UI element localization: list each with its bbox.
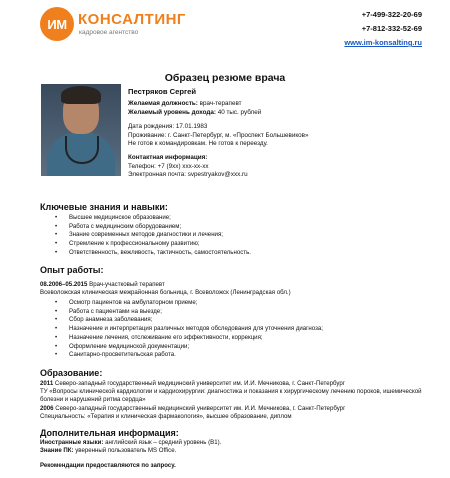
phone-moscow: +7-499-322-20-69: [361, 10, 422, 19]
education-specialty-2: Специальность: «Терапия и клиническая фармакология», высшее образование, диплом: [40, 412, 292, 420]
logo-mark: ИМ: [40, 7, 74, 41]
list-item: • Оформление медицинской документации;: [55, 343, 323, 352]
logo-name: КОНСАЛТИНГ: [78, 11, 186, 28]
list-item: • Назначение лечения, отслеживание его эффективности, коррекция;: [55, 334, 323, 343]
list-item: • Назначение и интерпретация различных методов обследования для уточнения диагноза;: [55, 325, 323, 334]
contact-email: Электронная почта: svpestryakov@xxx.ru: [128, 171, 248, 179]
duties-list: [55, 299, 323, 360]
experience-job: [40, 281, 425, 297]
employer: Всеволожская клиническая межрайонная больница, г. Всеволожск (Ленинградская обл.): [40, 289, 291, 297]
additional-details: [40, 439, 425, 471]
references-note: Рекомендации предоставляются по запросу.: [40, 462, 176, 470]
skills-heading: Ключевые знания и навыки:: [40, 202, 168, 212]
education-course-1: ТУ «Вопросы клинической кардиологии и кардиохирургии: диагностика и показания к хирургическому лечению пороков, ишемической болезни и нарушений ритма сердца»: [40, 388, 422, 404]
website-link[interactable]: www.im-konsalting.ru: [344, 38, 422, 47]
list-item: • Ответственность, вежливость, тактичность, самостоятельность.: [55, 249, 251, 258]
contact-phone: Телефон: +7 (9xx) xxx-xx-xx: [128, 162, 209, 170]
profile-info: [128, 88, 428, 180]
desired-position: Желаемая должность: врач-терапевт: [128, 100, 242, 108]
job-title: 08.2006–05.2015 Врач-участковый терапевт: [40, 281, 165, 288]
experience-heading: Опыт работы:: [40, 265, 104, 275]
list-item: • Знание современных методов диагностики и лечения;: [55, 231, 251, 240]
education-heading: Образование:: [40, 368, 103, 378]
travel-readiness: Не готов к командировкам. Не готов к переезду.: [128, 140, 268, 148]
languages: Иностранные языки: английский язык – средний уровень (B1).: [40, 439, 222, 446]
candidate-name: Пестряков Сергей: [128, 87, 197, 96]
additional-heading: Дополнительная информация:: [40, 428, 179, 438]
company-logo: [40, 7, 210, 39]
list-item: • Санитарно-просветительская работа.: [55, 351, 323, 360]
logo-tagline: кадровое агентство: [79, 29, 139, 36]
header-contacts: [344, 8, 422, 50]
list-item: • Работа с пациентами на выезде;: [55, 308, 323, 317]
page-title: Образец резюме врача: [164, 72, 286, 84]
list-item: • Работа с медицинским оборудованием;: [55, 223, 251, 232]
list-item: • Стремление к профессиональному развитию;: [55, 240, 251, 249]
phone-spb: +7-812-332-52-69: [361, 24, 422, 33]
contact-label: Контактная информация:: [128, 154, 208, 162]
desired-salary: Желаемый уровень дохода: 40 тыс. рублей: [128, 108, 262, 116]
skills-list: [55, 214, 251, 258]
pc-skills: Знание ПК: уверенный пользователь MS Office.: [40, 447, 177, 455]
residence: Проживание: г. Санкт-Петербург, м. «Проспект Большевиков»: [128, 131, 309, 139]
list-item: • Сбор анамнеза заболевания;: [55, 316, 323, 325]
education-entry-1: 2011 Северо-западный государственный медицинский университет им. И.И. Мечникова, г. Санкт-Петербург: [40, 380, 345, 387]
candidate-photo: [41, 84, 121, 176]
list-item: • Осмотр пациентов на амбулаторном приеме;: [55, 299, 323, 308]
education-entry-2: 2006 Северо-западный государственный медицинский университет им. И.И. Мечникова, г. Санкт-Петербург: [40, 404, 346, 412]
birth-date: Дата рождения: 17.01.1983: [128, 123, 208, 131]
list-item: • Высшее медицинское образование;: [55, 214, 251, 223]
education-details: [40, 380, 425, 421]
